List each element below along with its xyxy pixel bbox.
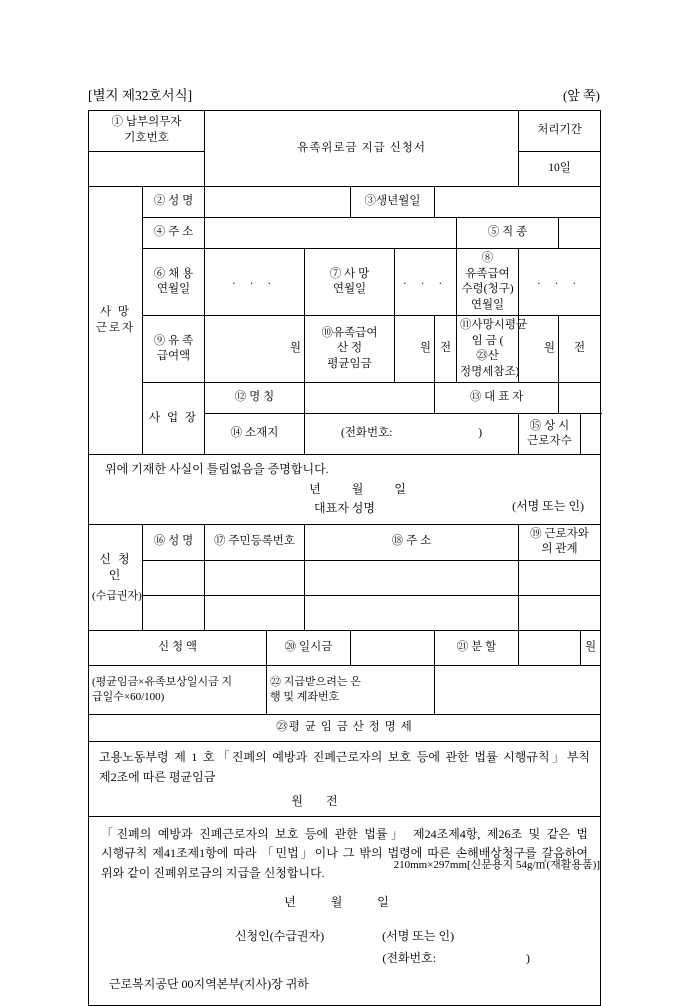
claim-date-line2: 수령(청구) <box>461 283 514 296</box>
workplace-section-label: 사 업 장 <box>143 383 205 455</box>
hire-date-line1: ⑥ 채 용 <box>153 267 194 280</box>
workplace-location-label: ⑭ 소재지 <box>205 414 305 455</box>
legal-declaration-block <box>89 816 601 1005</box>
death-date-line2: 연월일 <box>332 283 367 296</box>
resident-number-input-2[interactable] <box>205 595 305 630</box>
survivor-claim-date-label <box>457 249 519 316</box>
bank-line1: ㉒ 지급받으려는 은 <box>270 675 361 688</box>
average-wage-statement-body <box>89 741 601 816</box>
installment-label: ㉑ 분 할 <box>435 630 519 665</box>
survivor-claim-date-input[interactable]: . . . <box>519 249 601 316</box>
regular-worker-count-input[interactable] <box>581 414 601 455</box>
table-row <box>89 595 601 630</box>
workplace-rep-input[interactable] <box>559 383 601 414</box>
table-row <box>89 714 601 741</box>
relation-input[interactable] <box>519 560 601 595</box>
claim-amount-label: 신 청 액 <box>89 630 267 665</box>
relation-line1: ⑲ 근로자와 <box>530 527 589 540</box>
certification-date[interactable]: 년 월 일 <box>309 482 420 497</box>
bank-account-label <box>267 665 435 714</box>
hire-date-label <box>143 249 205 316</box>
table-row <box>89 455 601 525</box>
certification-block <box>89 455 601 525</box>
workplace-name-input[interactable] <box>305 383 435 414</box>
process-period-value: 10일 <box>519 152 601 187</box>
applicant-name-label: ⑯ 성 명 <box>143 524 205 560</box>
table-row <box>89 187 601 218</box>
calc-wage-line2: 산 정 <box>336 342 363 355</box>
deceased-address-label: ④ 주 소 <box>143 218 205 249</box>
calc-wage-line3: 평균임금 <box>327 357 372 370</box>
birthdate-input[interactable] <box>435 187 601 218</box>
page-side-label: (앞 쪽) <box>562 88 600 103</box>
applicant-address-label: ⑱ 주 소 <box>305 524 519 560</box>
death-wage-line3: 정명세참조) <box>460 365 520 378</box>
survivor-benefit-label <box>143 316 205 383</box>
applicant-address-input[interactable] <box>305 560 519 595</box>
table-row <box>89 111 601 152</box>
table-row <box>89 816 601 1005</box>
death-average-wage-won[interactable]: 원 <box>519 316 559 383</box>
deceased-name-label: ② 성 명 <box>143 187 205 218</box>
duty-number-line2: 기호번호 <box>124 132 169 144</box>
applicant-label-line1: 신 청 인 <box>99 551 132 582</box>
declaration-date[interactable]: 년 월 일 <box>284 894 405 909</box>
statement-text: 고용노동부령 제 1 호「진폐의 예방과 진폐근로자의 보호 등에 관한 법률 시행규칙」부칙 제2조에 따른 평균임금 <box>99 749 591 784</box>
applicant-phone-close: ) <box>526 951 531 966</box>
installment-won: 원 <box>581 630 601 665</box>
death-date-input[interactable]: . . . <box>395 249 457 316</box>
claim-date-line1: ⑧ 유족급여 <box>465 252 510 280</box>
deceased-name-input[interactable] <box>205 187 351 218</box>
job-type-label: ⑤ 직 종 <box>457 218 559 249</box>
table-row <box>89 383 601 414</box>
paper-spec-footer: 210mm×297mm[신문용지 54g/㎡(재활용품)] <box>393 859 600 871</box>
workplace-rep-label: ⑬ 대 표 자 <box>435 383 559 414</box>
form-sheet <box>88 84 600 1006</box>
installment-input[interactable] <box>519 630 581 665</box>
average-wage-statement-title: ㉓평 균 임 금 산 정 명 세 <box>89 714 601 741</box>
hire-date-line2: 연월일 <box>156 283 191 296</box>
relation-input-2[interactable] <box>519 595 601 630</box>
statement-amount[interactable]: 원 전 <box>291 794 348 809</box>
job-type-input[interactable] <box>559 218 601 249</box>
bank-line2: 행 및 계좌번호 <box>270 690 340 703</box>
claim-date-line3: 연월일 <box>470 298 505 311</box>
table-row <box>89 524 601 560</box>
rep-name-label: 대표자 성명 <box>314 500 375 515</box>
calc-average-wage-won[interactable]: 원 <box>395 316 435 383</box>
signature-mark: (서명 또는 인) <box>512 498 585 513</box>
deceased-label-line1: 사 망 <box>99 306 132 319</box>
duty-number-input[interactable] <box>89 152 205 187</box>
applicant-section-label <box>89 524 143 630</box>
calc-average-wage-jeon[interactable]: 전 <box>435 316 457 383</box>
death-wage-line1: ⑪사망시평균 <box>460 319 528 332</box>
bank-account-input[interactable] <box>435 665 601 714</box>
phone-close-paren: ) <box>478 427 483 440</box>
certification-text: 위에 기재한 사실이 틀림없음을 증명합니다. <box>105 462 329 477</box>
survivor-benefit-line1: ⑨ 유 족 <box>153 334 194 347</box>
death-wage-line2: 임 금 ( ㉓산 <box>471 334 504 363</box>
form-title: 유족위로금 지급 신청서 <box>205 111 519 187</box>
calc-wage-line1: ⑩유족급여 <box>321 326 378 339</box>
applicant-label-line2: (수급권자) <box>92 589 142 602</box>
hire-date-input[interactable]: . . . <box>205 249 305 316</box>
applicant-phone-label: (전화번호: <box>382 951 437 966</box>
worker-count-line1: ⑮ 상 시 <box>529 419 570 432</box>
table-row <box>89 665 601 714</box>
workplace-phone-input[interactable] <box>305 414 519 455</box>
death-average-wage-jeon[interactable]: 전 <box>559 316 601 383</box>
relation-line2: 의 관계 <box>541 543 578 556</box>
survivor-benefit-line2: 급여액 <box>156 350 191 363</box>
calc-average-wage-label <box>305 316 395 383</box>
process-period-label: 처리기간 <box>519 111 601 152</box>
deceased-label-line2: 근로자 <box>95 321 136 334</box>
resident-number-input[interactable] <box>205 560 305 595</box>
deceased-worker-section-label <box>89 187 143 455</box>
survivor-benefit-input[interactable]: 원 <box>205 316 305 383</box>
table-row <box>89 630 601 665</box>
duty-number-label <box>89 111 205 152</box>
table-row <box>89 316 601 383</box>
regular-worker-count-label <box>519 414 581 455</box>
claim-amount-formula <box>89 665 267 714</box>
formula-line1: (평균임금×유족보상일시금 지 <box>92 675 233 688</box>
applicant-signature-mark: (서명 또는 인) <box>382 929 455 944</box>
death-date-line1: ⑦ 사 망 <box>329 267 370 280</box>
table-row <box>89 249 601 316</box>
table-row <box>89 560 601 595</box>
formula-line2: 급일수×60/100) <box>92 690 165 703</box>
table-row <box>89 218 601 249</box>
applicant-name-input[interactable] <box>143 560 205 595</box>
applicant-signature-line <box>101 914 588 946</box>
relation-label <box>519 524 601 560</box>
lumpsum-input[interactable] <box>351 630 435 665</box>
death-date-label <box>305 249 395 316</box>
deceased-address-input[interactable] <box>205 218 457 249</box>
form-header <box>88 84 600 104</box>
certification-rep-line <box>99 498 590 516</box>
applicant-name-input-2[interactable] <box>143 595 205 630</box>
form-number: [별지 제32호서식] <box>88 88 193 103</box>
workplace-name-label: ⑫ 명 칭 <box>205 383 305 414</box>
phone-label: (전화번호: <box>340 427 393 440</box>
receiving-organization-line: 근로복지공단 00지역본부(지사)장 귀하 <box>109 977 309 992</box>
worker-count-line2: 근로자수 <box>527 435 572 448</box>
table-row <box>89 741 601 816</box>
applicant-phone-line[interactable] <box>101 946 588 966</box>
legal-paragraph: 「진폐의 예방과 진폐근로자의 보호 등에 관한 법률」 제24조제4항, 제26조 및 같은 법 시행규칙 제41조제1항에 따라 「민법」이나 그 밖의 법령에 따른 손해배상청구를 갈음하여 위와 같이 진폐위로금의 지급을 신청합니다. <box>101 826 589 881</box>
resident-number-label: ⑰ 주민등록번호 <box>205 524 305 560</box>
applicant-signature-label: 신청인(수급권자) <box>234 929 325 944</box>
lumpsum-label: ⑳ 일시금 <box>267 630 351 665</box>
duty-number-line1: ① 납부의무자 <box>111 116 182 129</box>
applicant-address-input-2[interactable] <box>305 595 519 630</box>
death-average-wage-label <box>457 316 528 383</box>
birthdate-label: ③생년월일 <box>351 187 435 218</box>
